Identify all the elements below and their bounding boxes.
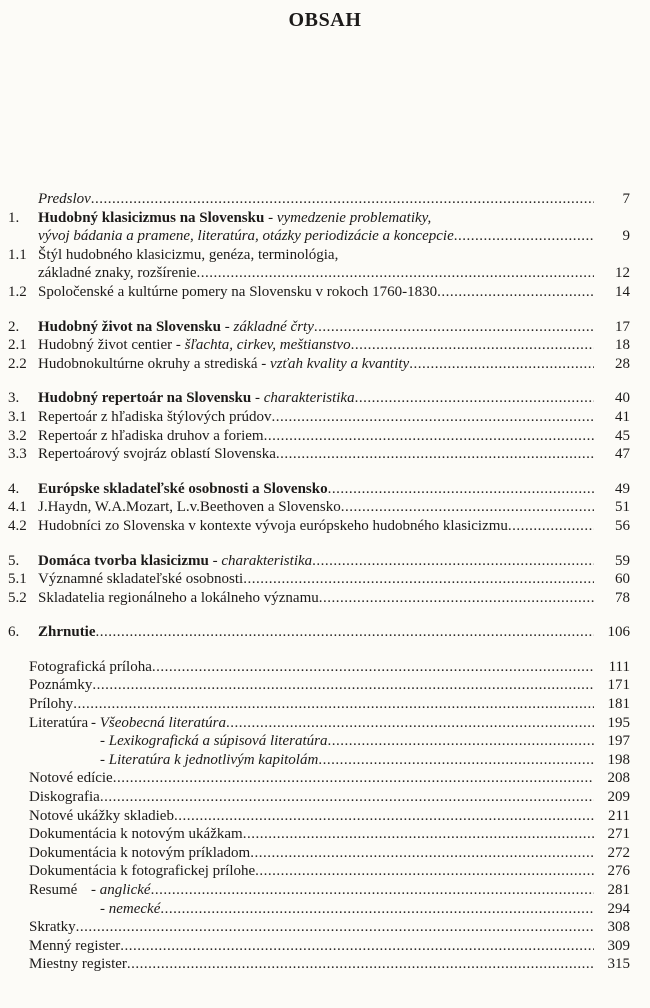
entry-number: 2.2 — [8, 355, 27, 372]
entry-title — [38, 389, 355, 408]
dot-leader — [276, 445, 594, 464]
dot-leader — [73, 695, 594, 714]
entry-text-segment: - nemecké — [100, 900, 161, 917]
toc-entry — [8, 676, 630, 695]
entry-text-segment: Notové ukážky skladieb — [29, 807, 174, 824]
entry-title — [38, 517, 508, 536]
page-number: 197 — [607, 733, 630, 750]
entry-text-segment: Významné skladateľské osobnosti — [38, 571, 244, 588]
page-number: 308 — [607, 919, 630, 936]
toc-entry — [8, 190, 630, 209]
entry-text-segment: - — [251, 390, 264, 407]
entry-text-segment: Poznámky — [29, 677, 93, 694]
page-number: 60 — [615, 571, 630, 588]
entry-title — [29, 658, 152, 677]
toc-entry — [8, 336, 630, 355]
entry-title — [38, 408, 272, 427]
toc-entry — [8, 355, 630, 374]
toc-entry — [8, 751, 630, 770]
section-gap — [8, 607, 630, 623]
toc-entry — [8, 714, 630, 733]
toc-entry — [8, 955, 630, 974]
page-number: 9 — [622, 228, 630, 245]
toc-entry — [8, 408, 630, 427]
dot-leader — [243, 570, 594, 589]
entry-text-segment: Spoločenské a kultúrne pomery na Slovensku v rokoch 1760-1830 — [38, 283, 438, 300]
dot-leader — [255, 862, 594, 881]
entry-title — [29, 862, 255, 881]
dot-leader — [327, 732, 594, 751]
toc-entry — [8, 844, 630, 863]
entry-text-segment: základné znaky, rozšírenie — [38, 265, 197, 282]
toc-entry — [8, 825, 630, 844]
page-number: 195 — [607, 714, 630, 731]
dot-leader — [174, 807, 594, 826]
entry-text-segment: - — [208, 552, 222, 569]
dot-leader — [437, 283, 594, 302]
page-number: 17 — [615, 318, 630, 335]
entry-title — [100, 900, 160, 919]
entry-text-segment: Prílohy — [29, 696, 74, 713]
page-number: 276 — [607, 863, 630, 880]
entry-text-segment: - Literatúra k jednotlivým kapitolám — [100, 751, 319, 768]
dot-leader — [120, 937, 594, 956]
entry-title — [29, 695, 73, 714]
dot-leader — [250, 844, 594, 863]
entry-number: 4. — [8, 480, 20, 497]
page-number: 47 — [615, 446, 630, 463]
section-gap — [8, 536, 630, 552]
dot-leader — [312, 552, 594, 571]
dot-leader — [91, 190, 594, 209]
entry-text-segment: - — [220, 318, 234, 335]
entry-text-segment: Diskografia — [29, 789, 100, 806]
toc-entry — [8, 658, 630, 677]
entry-number: 1. — [8, 209, 20, 226]
toc-entry — [8, 732, 630, 751]
entry-title — [38, 552, 312, 571]
toc-entry — [8, 445, 630, 464]
entry-title — [38, 480, 328, 499]
entry-title — [38, 498, 341, 517]
dot-leader — [151, 881, 594, 900]
entry-text-segment: Zhrnutie — [38, 624, 96, 641]
entry-number: 5. — [8, 552, 20, 569]
dot-leader — [160, 900, 594, 919]
dot-leader — [409, 355, 594, 374]
entry-title — [29, 807, 174, 826]
toc-entry — [8, 480, 630, 499]
page-number: 49 — [615, 480, 630, 497]
entry-text-segment: Repertoár z hľadiska štýlových prúdov — [38, 408, 272, 425]
dot-leader — [454, 227, 594, 246]
toc-entry — [8, 246, 630, 265]
entry-number: 1.1 — [8, 246, 27, 263]
toc-entry — [8, 589, 630, 608]
page-number: 12 — [615, 265, 630, 282]
entry-title — [38, 190, 91, 209]
toc-entry — [8, 517, 630, 536]
toc-entry — [8, 318, 630, 337]
entry-text-segment: - Všeobecná literatúra — [91, 714, 226, 731]
entry-title — [38, 623, 96, 642]
page-number: 59 — [615, 552, 630, 569]
page-number: 40 — [615, 390, 630, 407]
entry-text-segment: Skladatelia regionálneho a lokálneho významu — [38, 589, 319, 606]
page-number: 209 — [607, 789, 630, 806]
page-number: 281 — [607, 882, 630, 898]
dot-leader — [319, 589, 594, 608]
entry-text-segment: Fotografická príloha — [29, 658, 152, 675]
entry-text-segment: J.Haydn, W.A.Mozart, L.v.Beethoven a Slovensko — [38, 499, 341, 516]
section-gap — [8, 642, 630, 658]
dot-leader — [100, 788, 594, 807]
entry-text-segment: Literatúra — [29, 714, 89, 731]
page-number: 272 — [607, 844, 630, 861]
entry-number: 2.1 — [8, 337, 27, 354]
page-number: 208 — [607, 770, 630, 787]
toc-entry — [8, 427, 630, 446]
toc-entry — [8, 570, 630, 589]
page-title: OBSAH — [288, 9, 362, 31]
entry-title — [29, 788, 100, 807]
entry-text-segment: Repertoár z hľadiska druhov a foriem — [38, 427, 264, 444]
dot-leader — [113, 769, 594, 788]
dot-leader — [341, 498, 594, 517]
toc-entry — [8, 937, 630, 956]
entry-title — [29, 955, 127, 974]
entry-title — [29, 881, 151, 900]
entry-number: 3.2 — [8, 427, 27, 444]
page-number: 171 — [607, 677, 630, 694]
page-number: 56 — [615, 517, 630, 534]
page-number: 309 — [607, 937, 630, 954]
toc-entry — [8, 918, 630, 937]
page-number: 106 — [607, 624, 630, 641]
entry-title — [38, 209, 431, 228]
entry-text-segment: Hudobný repertoár na Slovensku — [38, 390, 252, 407]
toc-list — [0, 190, 650, 974]
entry-text-segment: Dokumentácia k notovým príkladom — [29, 844, 251, 861]
entry-text-segment: - anglické — [91, 882, 151, 898]
entry-text-segment: Skratky — [29, 919, 76, 936]
entry-number: 4.2 — [8, 517, 27, 534]
entry-text-segment: Miestny register — [29, 956, 127, 973]
entry-text-segment: Menný register — [29, 937, 121, 954]
entry-title — [38, 264, 197, 283]
entry-title — [38, 283, 437, 302]
dot-leader — [226, 714, 594, 733]
toc-entry — [8, 389, 630, 408]
dot-leader — [328, 480, 594, 499]
toc-entry — [8, 769, 630, 788]
entry-text-segment: šľachta, cirkev, meštianstvo — [184, 337, 351, 354]
page-number: 211 — [608, 807, 630, 824]
section-gap — [8, 302, 630, 318]
entry-title — [100, 732, 327, 751]
entry-title — [38, 445, 276, 464]
entry-title — [29, 937, 120, 956]
entry-number: 5.1 — [8, 571, 27, 588]
page-number: 78 — [615, 589, 630, 606]
entry-text-segment: Domáca tvorba klasicizmu — [38, 552, 209, 569]
entry-text-segment: - Lexikografická a súpisová literatúra — [100, 733, 328, 750]
toc-entry — [8, 881, 630, 900]
toc-entry — [8, 552, 630, 571]
entry-title — [38, 246, 338, 265]
entry-number: 6. — [8, 624, 20, 641]
toc-entry — [8, 209, 630, 228]
dot-leader — [355, 389, 594, 408]
dot-leader — [92, 676, 594, 695]
page-number: 198 — [607, 751, 630, 768]
entry-text-segment: Štýl hudobného klasicizmu, genéza, terminológia, — [38, 246, 339, 263]
entry-text-segment: Notové edície — [29, 770, 113, 787]
dot-leader — [76, 918, 594, 937]
section-gap — [8, 373, 630, 389]
entry-text-segment: Dokumentácia k fotografickej prílohe — [29, 863, 256, 880]
entry-number: 2. — [8, 318, 20, 335]
dot-leader — [351, 336, 594, 355]
entry-number: 3. — [8, 390, 20, 407]
entry-title — [100, 751, 318, 770]
entry-text-segment: Hudobníci zo Slovenska v kontexte vývoja európskeho hudobného klasicizmu — [38, 517, 508, 534]
page-number: 41 — [615, 408, 630, 425]
dot-leader — [197, 264, 594, 283]
dot-leader — [96, 623, 594, 642]
toc-entry — [8, 283, 630, 302]
entry-title — [38, 336, 351, 355]
dot-leader — [508, 517, 594, 536]
entry-text-segment: Hudobný klasicizmus na Slovensku — [38, 209, 265, 226]
entry-text-segment: vymedzenie problematiky, — [276, 209, 432, 226]
page-number: 28 — [615, 355, 630, 372]
entry-text-segment: vzťah kvality a kvantity — [270, 355, 410, 372]
dot-leader — [318, 751, 594, 770]
toc-entry — [8, 623, 630, 642]
entry-number: 1.2 — [8, 283, 27, 300]
page-number: 315 — [607, 956, 630, 973]
page-number: 181 — [607, 696, 630, 713]
dot-leader — [127, 955, 594, 974]
entry-text-segment: základné črty — [233, 318, 314, 335]
toc-entry — [8, 227, 630, 246]
entry-number: 3.1 — [8, 408, 27, 425]
entry-number: 3.3 — [8, 446, 27, 463]
entry-text-segment: Predslov — [38, 191, 91, 207]
toc-entry — [8, 695, 630, 714]
entry-text-segment: charakteristika — [221, 552, 313, 569]
page-number: 18 — [615, 337, 630, 354]
entry-text-segment: Dokumentácia k notovým ukážkam — [29, 826, 243, 843]
dot-leader — [272, 408, 594, 427]
entry-text-segment: vývoj bádania a pramene, literatúra, otázky periodizácie a koncepcie — [38, 228, 454, 245]
toc-entry — [8, 498, 630, 517]
toc-entry — [8, 862, 630, 881]
page-number: 7 — [622, 191, 630, 207]
entry-text-segment: Hudobný život centier - — [38, 337, 185, 354]
page-number: 294 — [607, 900, 630, 917]
entry-text-segment: Hudobný život na Slovensku — [38, 318, 221, 335]
entry-title — [38, 570, 243, 589]
dot-leader — [264, 427, 594, 446]
entry-title — [38, 227, 454, 246]
page-number: 45 — [615, 427, 630, 444]
entry-title — [29, 769, 113, 788]
entry-text-segment: Repertoárový svojráz oblastí Slovenska — [38, 446, 276, 463]
entry-number: 4.1 — [8, 499, 27, 516]
entry-text-segment: Hudobnokultúrne okruhy a strediská - — [38, 355, 271, 372]
entry-title — [38, 589, 319, 608]
entry-title — [38, 355, 409, 374]
entry-number: 5.2 — [8, 589, 27, 606]
entry-text-segment: - — [264, 209, 277, 226]
entry-title — [29, 676, 92, 695]
toc-entry — [8, 264, 630, 283]
dot-leader — [152, 658, 594, 677]
dot-leader — [243, 825, 594, 844]
toc-entry — [8, 788, 630, 807]
section-gap — [8, 464, 630, 480]
page-number: 111 — [608, 658, 630, 675]
entry-title — [29, 825, 243, 844]
entry-title — [38, 427, 264, 446]
page-number: 271 — [607, 826, 630, 843]
entry-text-segment: Resumé — [29, 882, 78, 898]
entry-title — [29, 844, 250, 863]
entry-text-segment: Európske skladateľské osobnosti a Slovensko — [38, 480, 328, 497]
page-number: 51 — [615, 499, 630, 516]
dot-leader — [314, 318, 594, 337]
entry-title — [38, 318, 314, 337]
entry-title — [29, 714, 226, 733]
toc-entry — [8, 807, 630, 826]
toc-entry — [8, 900, 630, 919]
entry-text-segment: charakteristika — [263, 390, 355, 407]
page-number: 14 — [615, 283, 630, 300]
entry-title — [29, 918, 76, 937]
